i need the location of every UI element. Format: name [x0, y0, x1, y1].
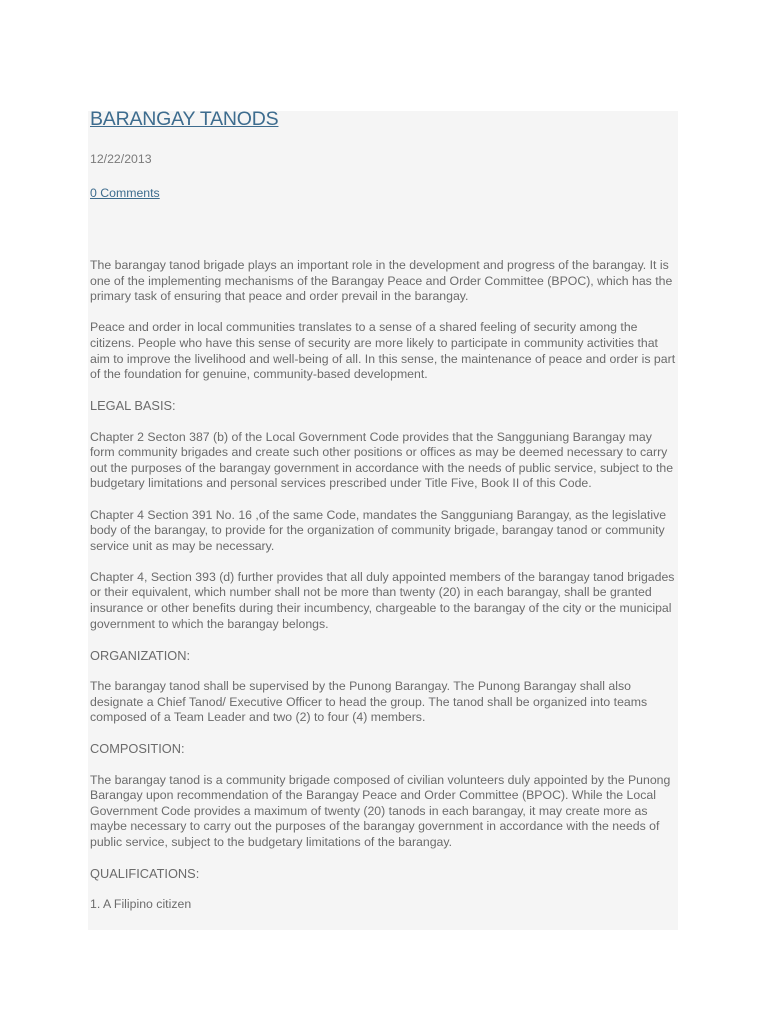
article-title-link[interactable]: BARANGAY TANODS [90, 111, 279, 130]
article-panel [88, 111, 678, 930]
heading-composition: COMPOSITION: [90, 741, 185, 757]
heading-legal-basis: LEGAL BASIS: [90, 398, 176, 414]
paragraph-chapter-2: Chapter 2 Secton 387 (b) of the Local Government Code provides that the Sangguniang Barangay may form community brigades and create such other positions or offices as may be deemed necessary to carry out the purposes of the barangay government in accordance with the needs of public service, subject to the budgetary limitations and personal services prescribed under Title Five, Book II of this Code. [90, 429, 674, 491]
paragraph-organization: The barangay tanod shall be supervised by the Punong Barangay. The Punong Barangay shall also designate a Chief Tanod/ Executive Officer to head the group. The tanod shall be organized into teams composed of a Team Leader and two (2) to four (4) members. [90, 679, 648, 725]
paragraph-chapter-4-391: Chapter 4 Section 391 No. 16 ,of the same Code, mandates the Sangguniang Barangay, as the legislative body of the barangay, to provide for the organization of community brigade, barangay tanod or community service unit as may be necessary. [90, 507, 667, 553]
comments-link[interactable]: 0 Comments [90, 186, 160, 200]
paragraph-chapter-4-393: Chapter 4, Section 393 (d) further provides that all duly appointed members of the barangay tanod brigades or their equivalent, which number shall not be more than twenty (20) in each barangay, shall be granted insurance or other benefits during their incumbency, chargeable to the barangay of the city or the municipal government to which the barangay belongs. [90, 569, 675, 631]
heading-organization: ORGANIZATION: [90, 647, 191, 663]
heading-qualifications: QUALIFICATIONS: [90, 866, 200, 882]
list-item-qualification-1: 1. A Filipino citizen [90, 897, 192, 912]
paragraph-peace-order: Peace and order in local communities translates to a sense of a shared feeling of security among the citizens. People who have this sense of security are more likely to participate in community activities that aim to improve the livelihood and well-being of all. In this sense, the maintenance of peace and order is part of the foundation for genuine, community-based development. [90, 320, 676, 382]
paragraph-composition: The barangay tanod is a community brigade composed of civilian volunteers duly appointed by the Punong Barangay upon recommendation of the Barangay Peace and Order Committee (BPOC). While the Local Government Code provides a maximum of twenty (20) tanods in each barangay, it may create more as maybe necessary to carry out the purposes of the barangay government in accordance with the needs of public service, subject to the budgetary limitations of the barangay. [90, 772, 671, 849]
paragraph-intro: The barangay tanod brigade plays an important role in the development and progress of the barangay. It is one of the implementing mechanisms of the Barangay Peace and Order Committee (BPOC), which has the primary task of ensuring that peace and order prevail in the barangay. [90, 258, 673, 304]
article-body [90, 258, 676, 929]
article-date: 12/22/2013 [90, 152, 152, 166]
